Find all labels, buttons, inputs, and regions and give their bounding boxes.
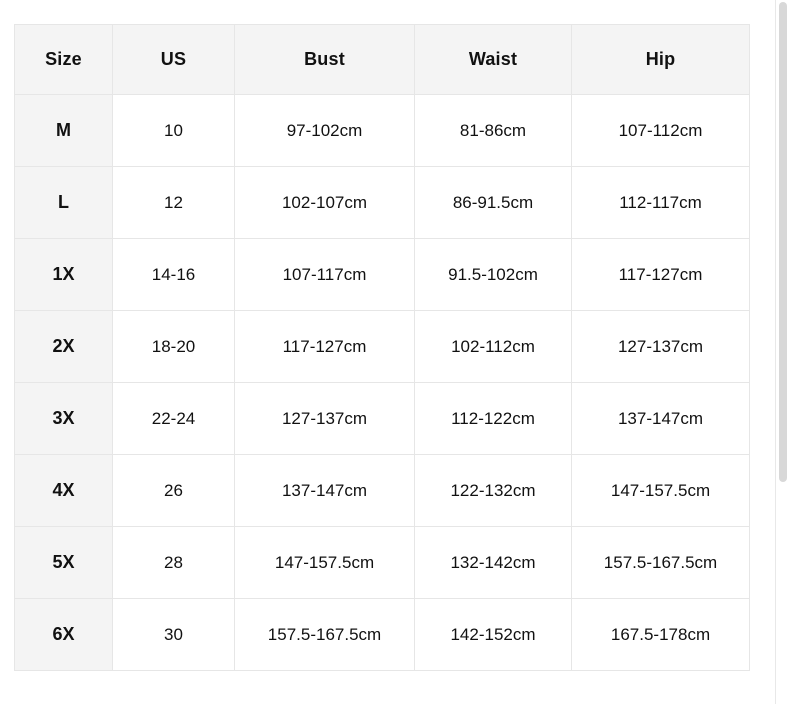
cell-size: 2X [15, 311, 113, 383]
cell-waist: 122-132cm [415, 455, 572, 527]
column-header-waist: Waist [415, 25, 572, 95]
cell-hip: 107-112cm [572, 95, 750, 167]
table-header-row [15, 25, 750, 95]
cell-us: 22-24 [113, 383, 235, 455]
table-row [15, 311, 750, 383]
cell-waist: 102-112cm [415, 311, 572, 383]
table-row [15, 383, 750, 455]
cell-us: 26 [113, 455, 235, 527]
table-row [15, 527, 750, 599]
cell-bust: 137-147cm [235, 455, 415, 527]
table-header [15, 25, 750, 95]
cell-waist: 81-86cm [415, 95, 572, 167]
cell-waist: 112-122cm [415, 383, 572, 455]
table-row [15, 167, 750, 239]
cell-size: 1X [15, 239, 113, 311]
column-header-size: Size [15, 25, 113, 95]
cell-us: 18-20 [113, 311, 235, 383]
page-scrollbar[interactable] [775, 0, 790, 704]
cell-size: M [15, 95, 113, 167]
scrollbar-thumb[interactable] [779, 2, 787, 482]
column-header-bust: Bust [235, 25, 415, 95]
cell-waist: 132-142cm [415, 527, 572, 599]
size-chart-container [14, 24, 749, 671]
table-row [15, 95, 750, 167]
cell-size: 6X [15, 599, 113, 671]
cell-bust: 127-137cm [235, 383, 415, 455]
cell-us: 30 [113, 599, 235, 671]
cell-bust: 102-107cm [235, 167, 415, 239]
cell-waist: 91.5-102cm [415, 239, 572, 311]
cell-hip: 127-137cm [572, 311, 750, 383]
cell-hip: 137-147cm [572, 383, 750, 455]
table-row [15, 455, 750, 527]
cell-bust: 147-157.5cm [235, 527, 415, 599]
cell-hip: 117-127cm [572, 239, 750, 311]
cell-size: 3X [15, 383, 113, 455]
table-row [15, 239, 750, 311]
cell-bust: 157.5-167.5cm [235, 599, 415, 671]
table-body [15, 95, 750, 671]
cell-us: 14-16 [113, 239, 235, 311]
cell-bust: 107-117cm [235, 239, 415, 311]
cell-us: 28 [113, 527, 235, 599]
cell-waist: 142-152cm [415, 599, 572, 671]
cell-us: 10 [113, 95, 235, 167]
cell-hip: 157.5-167.5cm [572, 527, 750, 599]
cell-bust: 97-102cm [235, 95, 415, 167]
size-chart-table [14, 24, 750, 671]
cell-size: 5X [15, 527, 113, 599]
cell-size: L [15, 167, 113, 239]
cell-bust: 117-127cm [235, 311, 415, 383]
cell-waist: 86-91.5cm [415, 167, 572, 239]
column-header-hip: Hip [572, 25, 750, 95]
cell-hip: 167.5-178cm [572, 599, 750, 671]
cell-us: 12 [113, 167, 235, 239]
cell-hip: 112-117cm [572, 167, 750, 239]
column-header-us: US [113, 25, 235, 95]
cell-hip: 147-157.5cm [572, 455, 750, 527]
table-row [15, 599, 750, 671]
cell-size: 4X [15, 455, 113, 527]
